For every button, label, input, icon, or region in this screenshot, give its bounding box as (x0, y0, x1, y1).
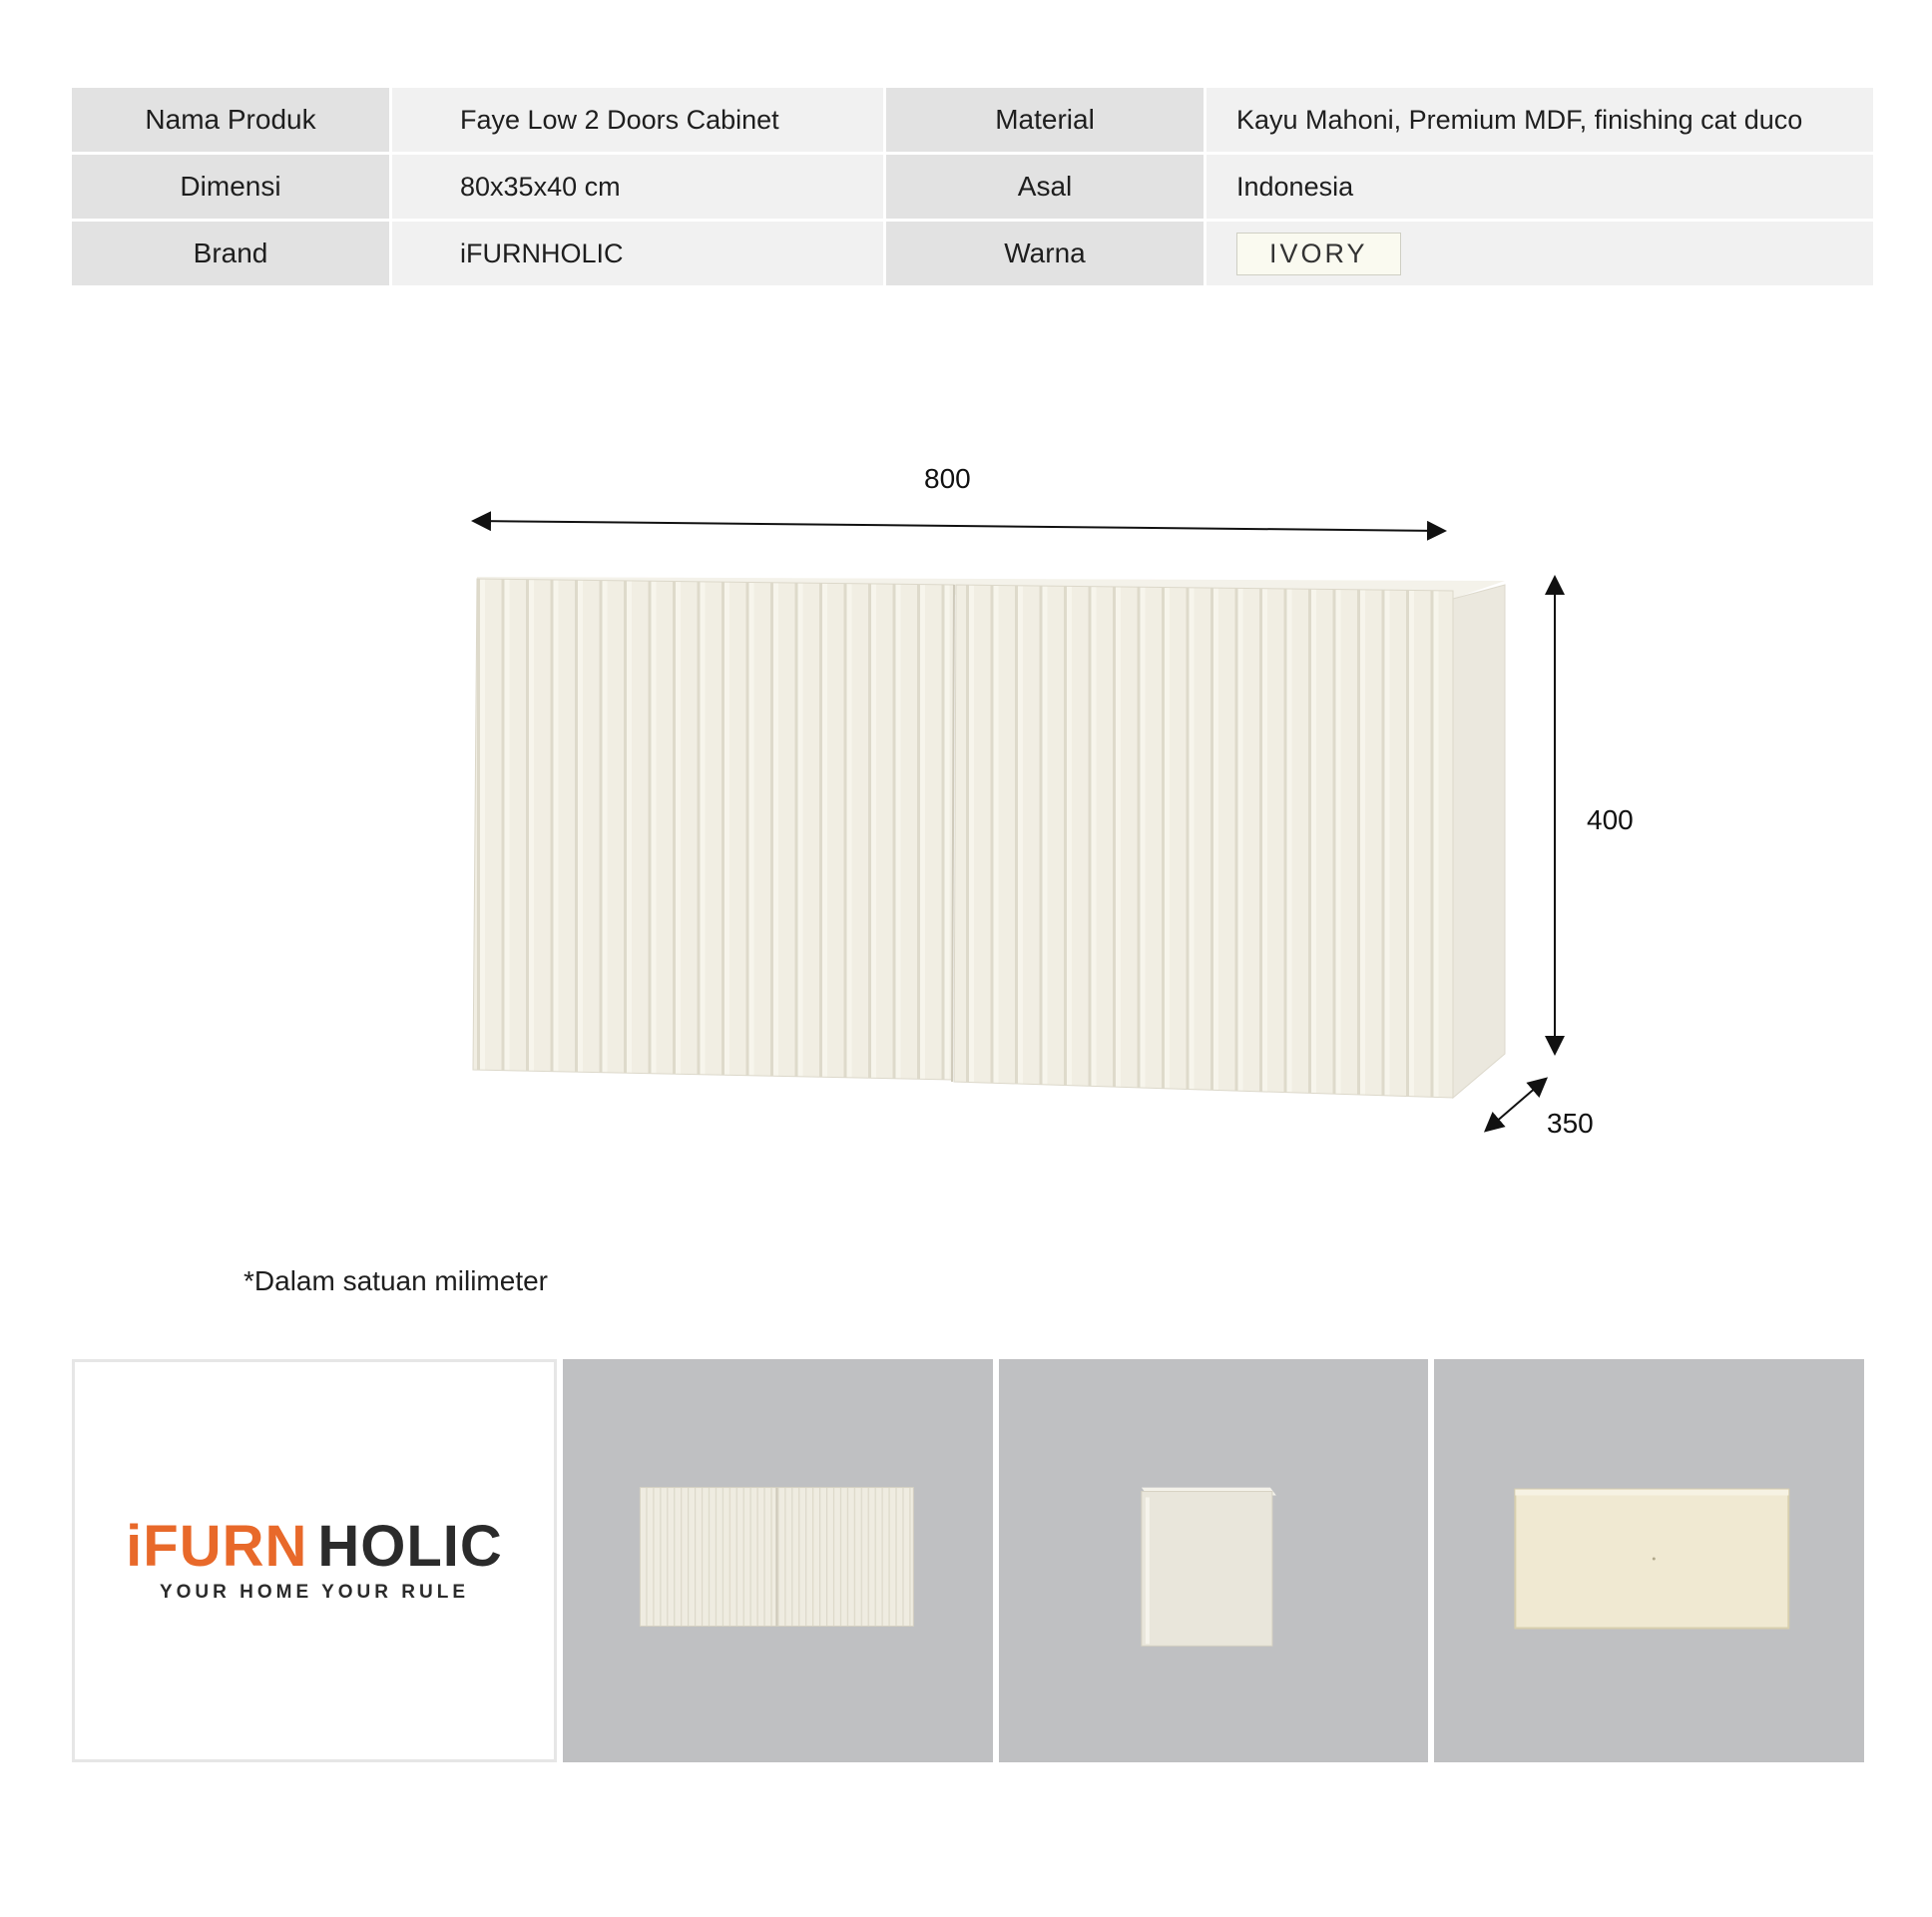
value-warna (1207, 222, 1873, 285)
brand-tagline: YOUR HOME YOUR RULE (159, 1582, 469, 1603)
label-warna: Warna (886, 222, 1204, 285)
dimension-height-label: 400 (1587, 804, 1634, 835)
color-swatch-ivory: IVORY (1236, 233, 1401, 275)
value-brand: iFURNHOLIC (392, 222, 883, 285)
width-arrow (475, 521, 1443, 531)
label-asal: Asal (886, 155, 1204, 219)
label-brand: Brand (72, 222, 389, 285)
dimension-depth-label: 350 (1547, 1108, 1594, 1139)
label-material: Material (886, 88, 1204, 152)
value-material: Kayu Mahoni, Premium MDF, finishing cat duco (1207, 88, 1873, 152)
cabinet-side (1453, 585, 1505, 1098)
cabinet-left-door (473, 579, 954, 1080)
back-view-image (1434, 1359, 1864, 1762)
front-view-panel (563, 1359, 993, 1762)
value-dimensi: 80x35x40 cm (392, 155, 883, 219)
brand-logo: iFURN HOLIC (126, 1514, 503, 1579)
label-nama-produk: Nama Produk (72, 88, 389, 152)
side-view-image (999, 1359, 1429, 1762)
cabinet-right-door (954, 585, 1453, 1098)
depth-arrow (1487, 1080, 1545, 1130)
front-view-image (563, 1359, 993, 1762)
cabinet-top (477, 577, 1505, 599)
label-dimensi: Dimensi (72, 155, 389, 219)
unit-note: *Dalam satuan milimeter (243, 1265, 548, 1296)
product-views-strip (72, 1359, 1864, 1762)
value-nama-produk: Faye Low 2 Doors Cabinet (392, 88, 883, 152)
brand-logo-panel (72, 1359, 557, 1762)
value-asal: Indonesia (1207, 155, 1873, 219)
back-view-panel (1434, 1359, 1864, 1762)
spec-table (72, 88, 1864, 285)
side-view-panel (999, 1359, 1429, 1762)
dimension-width-label: 800 (924, 463, 971, 494)
